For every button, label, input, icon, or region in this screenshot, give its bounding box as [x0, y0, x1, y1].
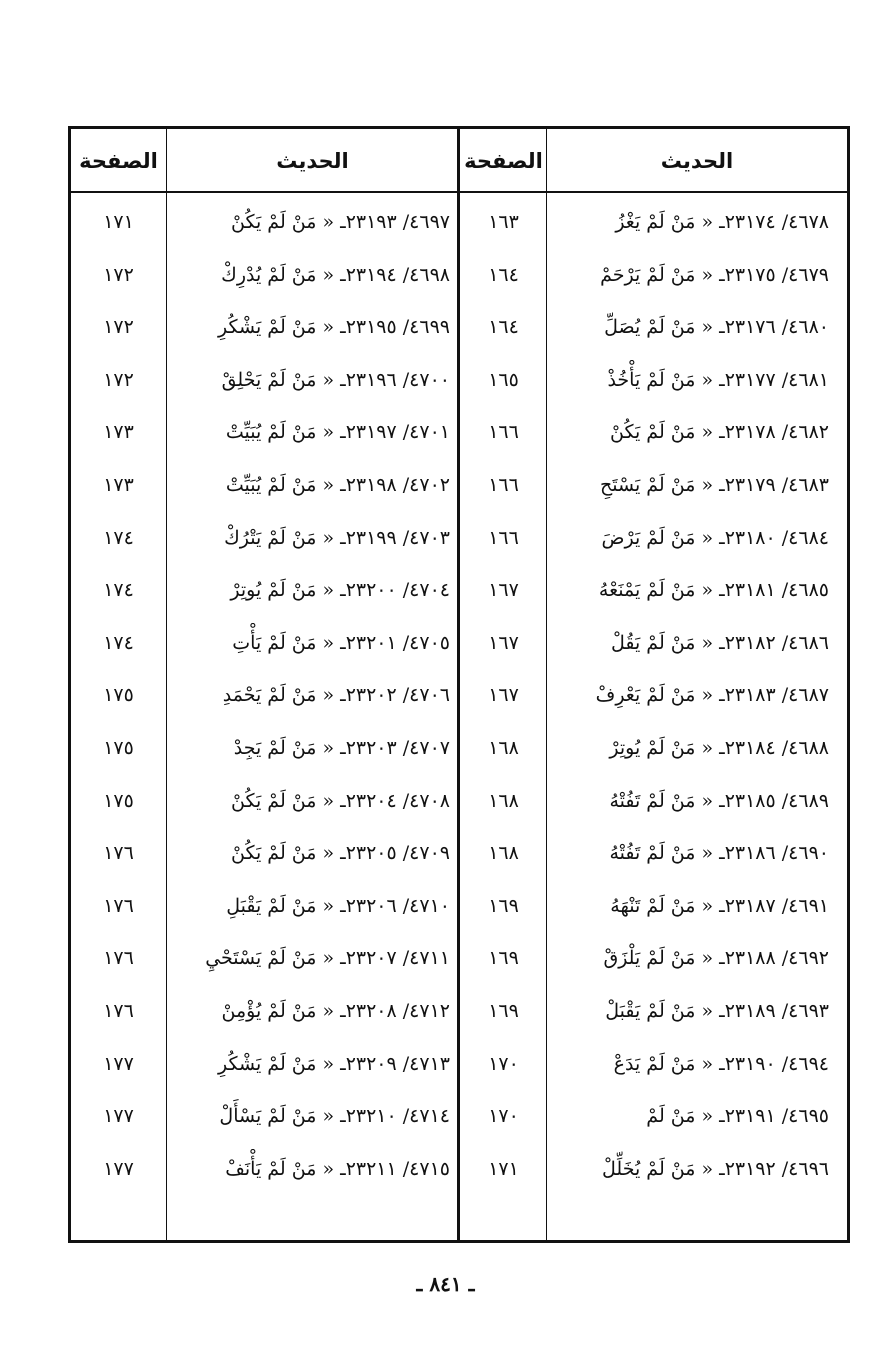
- hadith-entry: ٤٦٨٥/ ٢٣١٨١ـ « مَنْ لَمْ يَمْنَعْهُ: [598, 579, 829, 602]
- page-ref: ١٧٦: [103, 947, 134, 970]
- page-ref: ١٧١: [488, 1157, 519, 1180]
- page-ref: ١٧٢: [103, 368, 134, 391]
- page-ref: ١٧٧: [103, 1105, 134, 1128]
- table-row: [71, 728, 847, 768]
- page-ref: ١٦٦: [488, 526, 519, 549]
- hadith-entry: ٤٧١٠/ ٢٣٢٠٦ـ « مَنْ لَمْ يَقْبَلِ: [226, 894, 450, 917]
- hadith-entry: ٤٧١٥/ ٢٣٢١١ـ « مَنْ لَمْ يَأْنَفْ: [225, 1157, 450, 1180]
- page-ref: ١٧٤: [103, 631, 134, 654]
- page-ref: ١٦٤: [488, 316, 519, 339]
- page-ref: ١٧٠: [488, 1105, 519, 1128]
- hadith-entry: ٤٧١٤/ ٢٣٢١٠ـ « مَنْ لَمْ يَسْأَلْ: [219, 1105, 450, 1128]
- page-ref: ١٦٩: [488, 947, 519, 970]
- table-row: [71, 886, 847, 926]
- hadith-entry: ٤٧٠٦/ ٢٣٢٠٢ـ « مَنْ لَمْ يَحْمَدِ: [222, 684, 450, 707]
- table-row: [71, 991, 847, 1031]
- hadith-entry: ٤٧٠٨/ ٢٣٢٠٤ـ « مَنْ لَمْ يَكُنْ: [231, 789, 450, 812]
- hadith-entry: ٤٦٧٨/ ٢٣١٧٤ـ « مَنْ لَمْ يَغْزُ: [615, 211, 829, 233]
- header-page-left: الصفحة: [79, 149, 158, 173]
- table-row: [71, 307, 847, 347]
- page-ref: ١٧٠: [488, 1052, 519, 1075]
- table-row: [71, 570, 847, 610]
- page-ref: ١٧٧: [103, 1157, 134, 1180]
- page-ref: ١٧٤: [103, 579, 134, 602]
- hadith-entry: ٤٦٨١/ ٢٣١٧٧ـ « مَنْ لَمْ يَأْخُذْ: [607, 368, 829, 391]
- page-ref: ١٧٧: [103, 1052, 134, 1075]
- hadith-entry: ٤٦٨٦/ ٢٣١٨٢ـ « مَنْ لَمْ يَقُلْ: [610, 631, 829, 654]
- hadith-entry: ٤٦٩٤/ ٢٣١٩٠ـ « مَنْ لَمْ يَدَعْ: [613, 1052, 829, 1075]
- table-row: [71, 938, 847, 978]
- page-ref: ١٧٦: [103, 1000, 134, 1022]
- table-row: [71, 202, 847, 242]
- hadith-entry: ٤٧٠٩/ ٢٣٢٠٥ـ « مَنْ لَمْ يَكُنْ: [231, 842, 450, 865]
- header-hadith-left: الحديث: [276, 149, 349, 173]
- table-row: [71, 1149, 847, 1189]
- hadith-entry: ٤٦٩٨/ ٢٣١٩٤ـ « مَنْ لَمْ يُدْرِكْ: [221, 263, 450, 286]
- hadith-entry: ٤٧٠٣/ ٢٣١٩٩ـ « مَنْ لَمْ يَتْرُكْ: [224, 526, 450, 549]
- table-row: [71, 412, 847, 452]
- hadith-entry: ٤٧١٢/ ٢٣٢٠٨ـ « مَنْ لَمْ يُؤْمِنْ: [221, 1000, 450, 1022]
- hadith-index-table: [68, 126, 850, 1243]
- page-ref: ١٦٦: [488, 474, 519, 496]
- page-ref: ١٧٥: [103, 684, 134, 707]
- hadith-entry: ٤٧٠٠/ ٢٣١٩٦ـ « مَنْ لَمْ يَحْلِقْ: [221, 368, 450, 391]
- hadith-entry: ٤٦٩٩/ ٢٣١٩٥ـ « مَنْ لَمْ يَشْكُرِ: [218, 316, 450, 339]
- table-row: [71, 1044, 847, 1084]
- hadith-entry: ٤٦٩٣/ ٢٣١٨٩ـ « مَنْ لَمْ يَقْبَلْ: [605, 1000, 829, 1022]
- hadith-entry: ٤٧٠٥/ ٢٣٢٠١ـ « مَنْ لَمْ يَأْتِ: [232, 631, 450, 654]
- hadith-entry: ٤٧٠٧/ ٢٣٢٠٣ـ « مَنْ لَمْ يَجِدْ: [233, 737, 450, 759]
- hadith-entry: ٤٧٠٢/ ٢٣١٩٨ـ « مَنْ لَمْ يُبَيِّتْ: [225, 474, 450, 496]
- hadith-entry: ٤٦٨٣/ ٢٣١٧٩ـ « مَنْ لَمْ يَسْتَحِ: [600, 474, 829, 496]
- page-ref: ١٧٥: [103, 789, 134, 812]
- hadith-entry: ٤٦٩٠/ ٢٣١٨٦ـ « مَنْ لَمْ تَفُتْهُ: [609, 842, 829, 865]
- table-row: [71, 833, 847, 873]
- hadith-entry: ٤٦٧٩/ ٢٣١٧٥ـ « مَنْ لَمْ يَرْحَمْ: [600, 263, 829, 286]
- table-row: [71, 1096, 847, 1136]
- hadith-entry: ٤٦٩٧/ ٢٣١٩٣ـ « مَنْ لَمْ يَكُنْ: [231, 211, 450, 233]
- table-row: [71, 781, 847, 821]
- page-ref: ١٦٨: [488, 789, 519, 812]
- hadith-entry: ٤٦٨٠/ ٢٣١٧٦ـ « مَنْ لَمْ يُصَلِّ: [604, 316, 829, 339]
- header-divider: [71, 191, 847, 193]
- table-row: [71, 255, 847, 295]
- hadith-entry: ٤٧١١/ ٢٣٢٠٧ـ « مَنْ لَمْ يَسْتَحْيِ: [205, 947, 450, 970]
- page-number: ـ ٨٤١ ـ: [416, 1272, 475, 1296]
- page-ref: ١٦٤: [488, 263, 519, 286]
- hadith-entry: ٤٦٨٩/ ٢٣١٨٥ـ « مَنْ لَمْ تَفُتْهُ: [609, 789, 829, 812]
- hadith-entry: ٤٦٩٢/ ٢٣١٨٨ـ « مَنْ لَمْ يَلْزَقْ: [603, 947, 829, 970]
- table-row: [71, 360, 847, 400]
- header-page-right: الصفحة: [464, 149, 543, 173]
- page-ref: ١٦٦: [488, 421, 519, 444]
- page-ref: ١٧٥: [103, 737, 134, 759]
- page-ref: ١٦٨: [488, 737, 519, 759]
- page-ref: ١٦٥: [488, 368, 519, 391]
- page-ref: ١٧٦: [103, 842, 134, 865]
- page-ref: ١٦٨: [488, 842, 519, 865]
- hadith-entry: ٤٦٨٢/ ٢٣١٧٨ـ « مَنْ لَمْ يَكُنْ: [610, 421, 829, 444]
- hadith-entry: ٤٧١٣/ ٢٣٢٠٩ـ « مَنْ لَمْ يَشْكُرِ: [218, 1052, 450, 1075]
- page-ref: ١٦٧: [488, 684, 519, 707]
- header-hadith-right: الحديث: [660, 149, 734, 173]
- page-ref: ١٧٤: [103, 526, 134, 549]
- page-ref: ١٦٧: [488, 579, 519, 602]
- page-ref: ١٦٧: [488, 631, 519, 654]
- hadith-entry: ٤٦٨٤/ ٢٣١٨٠ـ « مَنْ لَمْ يَرْضَ: [601, 526, 829, 549]
- page-ref: ١٧٢: [103, 263, 134, 286]
- table-row: [71, 518, 847, 558]
- page-ref: ١٧٣: [103, 421, 134, 444]
- hadith-entry: ٤٦٨٨/ ٢٣١٨٤ـ « مَنْ لَمْ يُوتِرْ: [609, 737, 829, 759]
- page-ref: ١٧٦: [103, 894, 134, 917]
- page-ref: ١٦٩: [488, 1000, 519, 1022]
- table-row: [71, 675, 847, 715]
- page-ref: ١٧٣: [103, 474, 134, 496]
- hadith-entry: ٤٧٠١/ ٢٣١٩٧ـ « مَنْ لَمْ يُبَيِّتْ: [225, 421, 450, 444]
- hadith-entry: ٤٦٨٧/ ٢٣١٨٣ـ « مَنْ لَمْ يَعْرِفْ: [595, 684, 829, 707]
- page-ref: ١٧٢: [103, 316, 134, 339]
- table-row: [71, 623, 847, 663]
- hadith-entry: ٤٦٩٥/ ٢٣١٩١ـ « مَنْ لَمْ: [646, 1105, 829, 1128]
- hadith-entry: ٤٧٠٤/ ٢٣٢٠٠ـ « مَنْ لَمْ يُوتِرْ: [230, 579, 450, 602]
- page-ref: ١٦٩: [488, 894, 519, 917]
- page-ref: ١٦٣: [488, 211, 519, 233]
- hadith-entry: ٤٦٩٦/ ٢٣١٩٢ـ « مَنْ لَمْ يُخَلِّلْ: [602, 1157, 829, 1180]
- page-ref: ١٧١: [103, 211, 134, 233]
- hadith-entry: ٤٦٩١/ ٢٣١٨٧ـ « مَنْ لَمْ تَنْهَهُ: [610, 894, 829, 917]
- table-row: [71, 465, 847, 505]
